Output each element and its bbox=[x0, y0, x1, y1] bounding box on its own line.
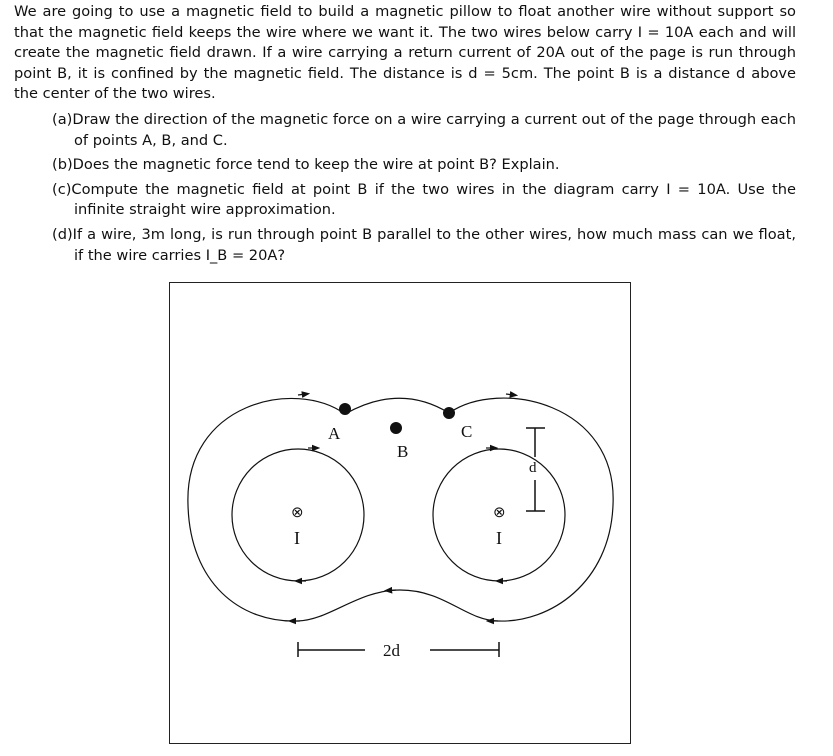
point-b-label: B bbox=[397, 442, 409, 461]
question-part-d: (d)If a wire, 3m long, is run through point B parallel to the other wires, how much mass can we float, if the wire carries I_B = 20A? bbox=[52, 225, 796, 264]
question-part-c: (c)Compute the magnetic field at point B if the two wires in the diagram carry I = 10A. Use the infinite straight wire approximation. bbox=[52, 180, 796, 219]
field-lines-svg bbox=[170, 283, 630, 743]
magnetic-field-diagram bbox=[169, 282, 631, 744]
right-wire-into-page-symbol: ⊗ bbox=[493, 505, 506, 521]
field-arrow-2 bbox=[506, 394, 514, 395]
point-c-dot bbox=[443, 407, 455, 419]
question-parts bbox=[52, 110, 796, 270]
field-arrow-9 bbox=[388, 590, 396, 591]
question-part-a: (a)Draw the direction of the magnetic force on a wire carrying a current out of the page through each of points A, B, and C. bbox=[52, 111, 796, 149]
problem-intro: We are going to use a magnetic field to build a magnetic pillow to float another wire without support so that the magnetic field keeps the wire where we want it. The two wires below carry I = 10A each and will create the magnetic field drawn. If a wire carrying a return current of 20A out of the page is run through point B, it is confined by the magnetic field. The distance is d = 5cm. The point B is a distance d above the center of the two wires. bbox=[14, 3, 796, 103]
question-part-b: (b)Does the magnetic force tend to keep the wire at point B? Explain. bbox=[52, 156, 560, 174]
separation-label: 2d bbox=[383, 641, 400, 660]
point-a-label: A bbox=[328, 424, 341, 443]
point-c-label: C bbox=[461, 422, 473, 441]
d-marker-label: d bbox=[529, 460, 537, 476]
field-arrow-1 bbox=[298, 394, 306, 395]
left-wire-into-page-symbol: ⊗ bbox=[291, 505, 304, 521]
point-a-dot bbox=[339, 403, 351, 415]
left-wire-current-label: I bbox=[294, 528, 300, 548]
point-b-dot bbox=[390, 422, 402, 434]
right-wire-current-label: I bbox=[496, 528, 502, 548]
